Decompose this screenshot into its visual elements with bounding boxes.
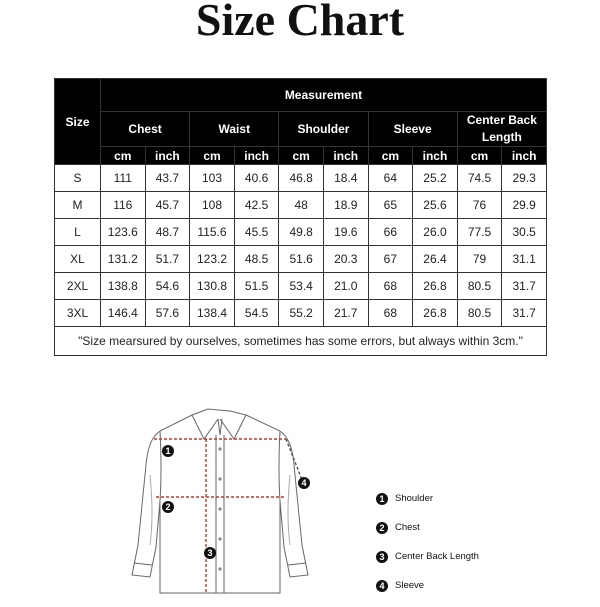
table-cell: 18.4 [323,165,368,192]
unit-header: inch [323,147,368,165]
table-cell: 31.7 [502,300,547,327]
measurement-note: "Size mearsured by ourselves, sometimes has some errors, but always within 3cm." [55,327,547,356]
number-3-icon: 3 [376,551,388,563]
table-cell: 108 [190,192,235,219]
marker-2: 2 [165,502,171,512]
group-header-waist: Waist [190,112,279,147]
table-cell: 20.3 [323,246,368,273]
unit-header: cm [457,147,502,165]
table-row [55,273,547,300]
table-cell: 76 [457,192,502,219]
table-cell: 64 [368,165,413,192]
unit-header: cm [190,147,235,165]
marker-4: 4 [301,478,307,488]
table-cell: 29.9 [502,192,547,219]
group-header-shoulder: Shoulder [279,112,368,147]
legend-label: Chest [395,522,420,533]
number-1-icon: 1 [376,493,388,505]
measurement-header: Measurement [101,79,547,112]
table-cell: 31.7 [502,273,547,300]
table-cell: 18.9 [323,192,368,219]
table-cell: 55.2 [279,300,324,327]
table-cell: 26.4 [413,246,458,273]
table-cell: 51.7 [145,246,190,273]
unit-header: cm [279,147,324,165]
table-cell: 54.5 [234,300,279,327]
table-cell: 51.5 [234,273,279,300]
table-cell: 80.5 [457,300,502,327]
legend-item-chest [376,520,566,535]
page-title: Size Chart [195,0,405,45]
marker-3: 3 [207,548,213,558]
table-cell: 79 [457,246,502,273]
table-cell: 21.7 [323,300,368,327]
unit-header: inch [234,147,279,165]
legend-item-sleeve [376,578,566,593]
table-cell: 29.3 [502,165,547,192]
legend-label: Center Back Length [395,551,479,562]
table-cell: 48.5 [234,246,279,273]
size-chart-table [54,78,547,356]
group-header-sleeve: Sleeve [368,112,457,147]
table-cell: 115.6 [190,219,235,246]
table-cell: 45.5 [234,219,279,246]
number-2-icon: 2 [376,522,388,534]
table-cell: 67 [368,246,413,273]
table-cell: 57.6 [145,300,190,327]
table-cell: 146.4 [101,300,146,327]
table-cell: 103 [190,165,235,192]
table-cell: 53.4 [279,273,324,300]
table-cell: 74.5 [457,165,502,192]
shirt-diagram [120,405,330,597]
unit-header: inch [413,147,458,165]
table-cell: 19.6 [323,219,368,246]
size-label: XL [55,246,101,273]
table-row [55,165,547,192]
size-label: L [55,219,101,246]
table-cell: 49.8 [279,219,324,246]
table-cell: 65 [368,192,413,219]
number-4-icon: 4 [376,580,388,592]
table-cell: 48 [279,192,324,219]
table-cell: 30.5 [502,219,547,246]
table-cell: 80.5 [457,273,502,300]
table-cell: 77.5 [457,219,502,246]
table-row [55,192,547,219]
table-cell: 42.5 [234,192,279,219]
legend-label: Sleeve [395,580,425,591]
unit-header: cm [368,147,413,165]
table-cell: 25.2 [413,165,458,192]
table-cell: 25.6 [413,192,458,219]
table-cell: 131.2 [101,246,146,273]
size-label: M [55,192,101,219]
table-cell: 123.2 [190,246,235,273]
table-cell: 45.7 [145,192,190,219]
size-column-header: Size [55,79,101,165]
table-cell: 111 [101,165,146,192]
table-row [55,300,547,327]
legend-item-center-back-length [376,549,566,564]
table-cell: 123.6 [101,219,146,246]
table-cell: 116 [101,192,146,219]
table-cell: 21.0 [323,273,368,300]
legend-item-shoulder [376,491,566,506]
table-row [55,219,547,246]
table-cell: 48.7 [145,219,190,246]
unit-header: cm [101,147,146,165]
shirt-buttons [218,447,221,570]
table-cell: 130.8 [190,273,235,300]
group-header-center-back-length: Center Back Length [457,112,546,147]
table-cell: 138.8 [101,273,146,300]
table-cell: 43.7 [145,165,190,192]
table-cell: 54.6 [145,273,190,300]
table-cell: 138.4 [190,300,235,327]
table-cell: 68 [368,273,413,300]
unit-header: inch [502,147,547,165]
table-cell: 26.8 [413,273,458,300]
table-cell: 68 [368,300,413,327]
size-label: 3XL [55,300,101,327]
size-label: S [55,165,101,192]
table-cell: 51.6 [279,246,324,273]
table-cell: 26.0 [413,219,458,246]
size-label: 2XL [55,273,101,300]
legend-label: Shoulder [395,493,434,504]
measurement-legend [376,491,566,607]
table-cell: 31.1 [502,246,547,273]
table-cell: 26.8 [413,300,458,327]
table-cell: 40.6 [234,165,279,192]
marker-1: 1 [165,446,171,456]
table-cell: 46.8 [279,165,324,192]
group-header-chest: Chest [101,112,190,147]
table-row [55,246,547,273]
table-cell: 66 [368,219,413,246]
unit-header: inch [145,147,190,165]
